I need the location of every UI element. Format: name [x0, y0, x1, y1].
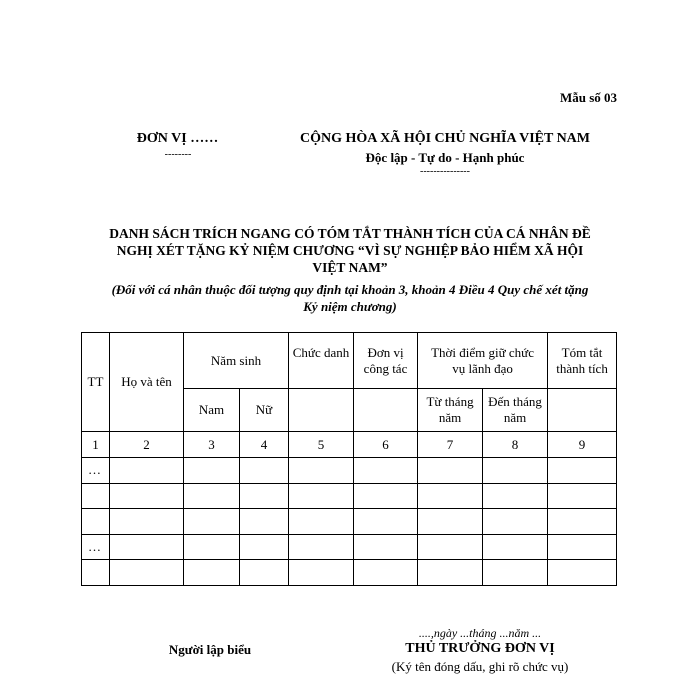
- table-cell: [110, 560, 184, 586]
- document-title: [70, 225, 630, 276]
- column-number: 1: [82, 432, 110, 458]
- header-from-line-2: năm: [438, 410, 462, 425]
- subtitle-line-1: (Đối với cá nhân thuộc đối tượng quy định tại khoản 3, khoản 4 Điều 4 Quy chế xét tặng: [111, 282, 589, 297]
- table-cell: [483, 483, 548, 509]
- table-cell: [110, 534, 184, 560]
- date-line: ....,ngày ...tháng ...năm ...: [418, 626, 542, 640]
- header-unit: [354, 333, 418, 389]
- column-number: 6: [354, 432, 418, 458]
- table-cell: [354, 509, 418, 535]
- table-cell: [82, 560, 110, 586]
- table-cell: [483, 509, 548, 535]
- header-tt: TT: [82, 333, 110, 432]
- unit-separator: --------: [164, 149, 192, 160]
- motto-separator: ---------------: [420, 166, 470, 177]
- header-position-blank: [289, 389, 354, 432]
- unit-head-title: THỦ TRƯỞNG ĐƠN VỊ: [405, 641, 555, 656]
- nominee-table: [81, 332, 617, 586]
- header-period-line-1: Thời điểm giữ chức: [431, 344, 534, 360]
- table-row: [82, 458, 617, 484]
- table-cell: [289, 534, 354, 560]
- form-code: Mẫu số 03: [559, 90, 617, 105]
- table-cell: [289, 483, 354, 509]
- table-cell: [289, 560, 354, 586]
- header-summary: [548, 333, 617, 389]
- table-cell: [240, 483, 289, 509]
- table-cell: [548, 560, 617, 586]
- table-row: [82, 509, 617, 535]
- table-cell: [354, 458, 418, 484]
- table-cell: [548, 483, 617, 509]
- header-unit-line-1: Đơn vị: [367, 344, 404, 360]
- table-cell: [418, 458, 483, 484]
- table-cell: [240, 560, 289, 586]
- table-cell: [483, 534, 548, 560]
- table-cell: [418, 483, 483, 509]
- header-from-line-1: Từ tháng: [426, 394, 474, 409]
- table-cell: [354, 534, 418, 560]
- table-cell: [184, 534, 240, 560]
- table-cell: [110, 483, 184, 509]
- table-cell: [289, 509, 354, 535]
- column-number: 8: [483, 432, 548, 458]
- title-line-1: DANH SÁCH TRÍCH NGANG CÓ TÓM TẮT THÀNH TÍCH CỦA CÁ NHÂN ĐỀ: [109, 226, 591, 241]
- table-cell: [354, 560, 418, 586]
- table-cell: [110, 509, 184, 535]
- header-to-line-1: Đến tháng: [488, 394, 542, 409]
- table-cell: [240, 458, 289, 484]
- nation-name: CỘNG HÒA XÃ HỘI CHỦ NGHĨA VIỆT NAM: [299, 131, 590, 146]
- column-number: 5: [289, 432, 354, 458]
- subtitle-line-2: Kỷ niệm chương): [303, 299, 397, 314]
- header-name: Họ và tên: [110, 333, 184, 432]
- header-unit-blank: [354, 389, 418, 432]
- table-cell: [110, 458, 184, 484]
- title-line-3: VIỆT NAM”: [312, 260, 388, 275]
- table-cell: [548, 509, 617, 535]
- column-number: 3: [184, 432, 240, 458]
- table-cell: [82, 509, 110, 535]
- signature-note: (Ký tên đóng dấu, ghi rõ chức vụ): [391, 659, 569, 674]
- column-number: 2: [110, 432, 184, 458]
- table-cell: …: [82, 534, 110, 560]
- header-female: Nữ: [240, 389, 289, 432]
- column-number-row: [82, 432, 617, 458]
- table-cell: [184, 458, 240, 484]
- table-cell: [548, 458, 617, 484]
- table-row: [82, 560, 617, 586]
- table-cell: [354, 483, 418, 509]
- table-row: [82, 534, 617, 560]
- table-cell: [240, 534, 289, 560]
- table-cell: [289, 458, 354, 484]
- header-period-line-2: vụ lãnh đạo: [452, 360, 513, 376]
- table-cell: [240, 509, 289, 535]
- nation-motto: Độc lập - Tự do - Hạnh phúc: [365, 150, 525, 165]
- header-birth-year: Năm sinh: [184, 333, 289, 389]
- table-cell: [548, 534, 617, 560]
- table-cell: [418, 509, 483, 535]
- table-cell: [418, 560, 483, 586]
- header-male: Nam: [184, 389, 240, 432]
- header-position: Chức danh: [289, 333, 354, 389]
- header-from: [418, 389, 483, 432]
- header-period: [418, 333, 548, 389]
- header-to-line-2: năm: [503, 410, 527, 425]
- column-number: 7: [418, 432, 483, 458]
- title-line-2: NGHỊ XÉT TẶNG KỶ NIỆM CHƯƠNG “VÌ SỰ NGHIỆP BẢO HIỂM XÃ HỘI: [116, 243, 584, 258]
- table-cell: [184, 560, 240, 586]
- header-summary-blank: [548, 389, 617, 432]
- table-cell: [184, 483, 240, 509]
- header-summary-line-2: thành tích: [556, 360, 608, 376]
- document-subtitle: [80, 281, 620, 315]
- column-number: 4: [240, 432, 289, 458]
- header-to: [483, 389, 548, 432]
- column-number: 9: [548, 432, 617, 458]
- table-cell: [418, 534, 483, 560]
- table-cell: [483, 458, 548, 484]
- table-cell: …: [82, 458, 110, 484]
- table-cell: [184, 509, 240, 535]
- preparer-label: Người lập biểu: [168, 642, 252, 657]
- unit-label: ĐƠN VỊ ……: [136, 131, 219, 146]
- table-cell: [483, 560, 548, 586]
- header-summary-line-1: Tóm tắt: [561, 344, 603, 360]
- header-row-1: [82, 333, 617, 389]
- header-unit-line-2: công tác: [363, 360, 408, 376]
- table-row: [82, 483, 617, 509]
- table-cell: [82, 483, 110, 509]
